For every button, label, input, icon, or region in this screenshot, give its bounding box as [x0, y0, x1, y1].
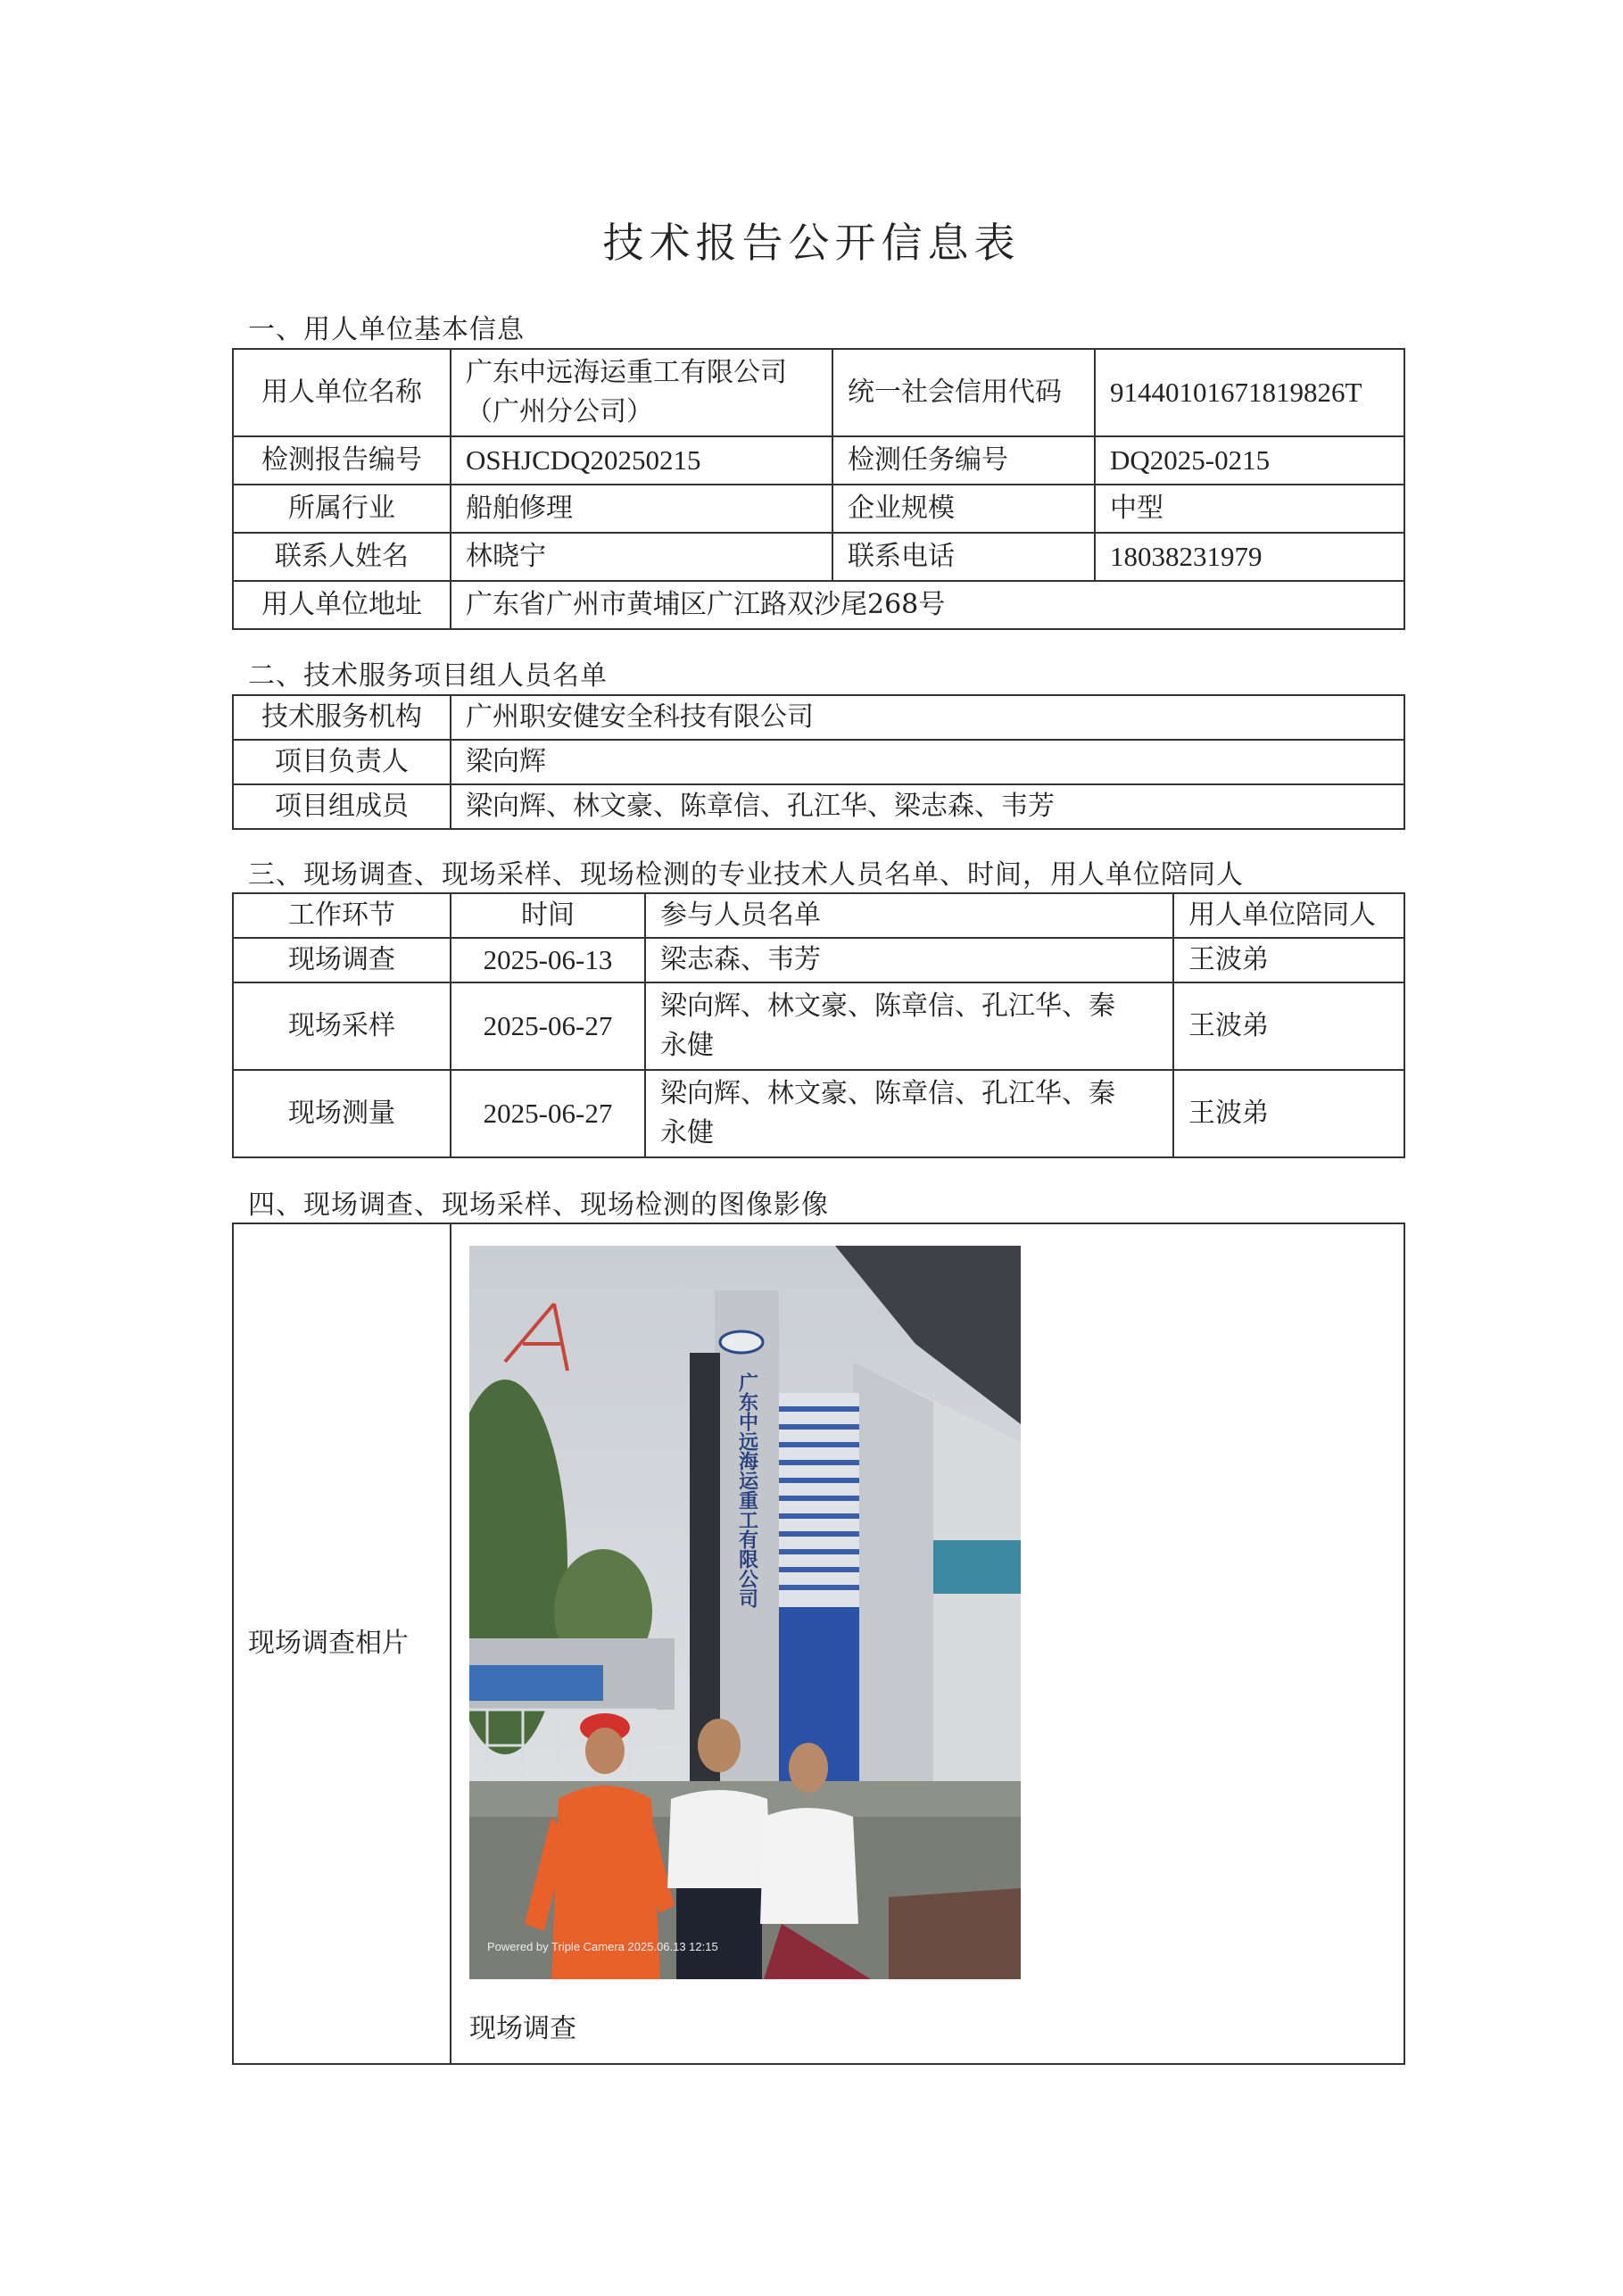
- company-size: 中型: [1095, 485, 1404, 533]
- participants-line1: 梁志森、韦芳: [660, 944, 821, 975]
- photo-cell: [451, 1223, 1404, 2064]
- table-row: [233, 533, 1404, 581]
- participants: [645, 938, 1173, 982]
- table-row: [233, 436, 1404, 485]
- cell-label: 用人单位名称: [233, 349, 451, 436]
- table-row: [233, 581, 1404, 629]
- section3-heading: 三、现场调查、现场采样、现场检测的专业技术人员名单、时间，用人单位陪同人: [248, 859, 1244, 891]
- industry: 船舶修理: [451, 485, 832, 533]
- table-row: [233, 982, 1404, 1070]
- photo-watermark: Powered by Triple Camera 2025.06.13 12:15: [487, 1940, 718, 1953]
- report-number: OSHJCDQ20250215: [451, 436, 832, 485]
- participants-line1: 梁向辉、林文豪、陈章信、孔江华、秦: [660, 991, 1115, 1022]
- table-row: [233, 784, 1404, 829]
- basic-info-table: [232, 348, 1405, 630]
- company-address: 广东省广州市黄埔区广江路双沙尾268号: [451, 581, 1404, 629]
- company-name-line2: （广州分公司）: [466, 396, 653, 427]
- cell-label: 检测任务编号: [832, 436, 1095, 485]
- cell-label: 统一社会信用代码: [832, 349, 1095, 436]
- participants: [645, 1070, 1173, 1157]
- section2-heading: 二、技术服务项目组人员名单: [248, 660, 608, 692]
- companion: 王波弟: [1173, 982, 1404, 1070]
- date: 2025-06-13: [451, 938, 645, 982]
- table-row: [233, 485, 1404, 533]
- section4-heading: 四、现场调查、现场采样、现场检测的图像影像: [248, 1189, 829, 1221]
- section1-heading: 一、用人单位基本信息: [248, 314, 525, 345]
- cell-label: 项目负责人: [233, 740, 451, 784]
- cell-label: 联系人姓名: [233, 533, 451, 581]
- column-header: 时间: [451, 893, 645, 938]
- participants-line2: 永健: [660, 1030, 714, 1061]
- photo-row-label: 现场调查相片: [233, 1223, 451, 2064]
- column-header: 参与人员名单: [645, 893, 1173, 938]
- table-header-row: [233, 893, 1404, 938]
- participants-line1: 梁向辉、林文豪、陈章信、孔江华、秦: [660, 1078, 1115, 1109]
- page-title: 技术报告公开信息表: [602, 219, 1021, 267]
- column-header: 工作环节: [233, 893, 451, 938]
- fieldwork-table: [232, 892, 1405, 1158]
- project-leader: 梁向辉: [451, 740, 1404, 784]
- date: 2025-06-27: [451, 982, 645, 1070]
- credit-code: 91440101671819826T: [1095, 349, 1404, 436]
- cell-label: 企业规模: [832, 485, 1095, 533]
- table-row: [233, 1223, 1404, 2064]
- companion: 王波弟: [1173, 1070, 1404, 1157]
- cell-label: 联系电话: [832, 533, 1095, 581]
- contact-name: 林晓宁: [451, 533, 832, 581]
- table-row: [233, 349, 1404, 436]
- images-table: [232, 1223, 1405, 2065]
- photo-caption: 现场调查: [469, 2013, 576, 2044]
- site-survey-photo: [469, 1246, 1021, 1979]
- table-row: [233, 938, 1404, 982]
- service-org: 广州职安健安全科技有限公司: [451, 695, 1404, 740]
- participants: [645, 982, 1173, 1070]
- cell-label: 用人单位地址: [233, 581, 451, 629]
- table-row: [233, 740, 1404, 784]
- cell-label: 技术服务机构: [233, 695, 451, 740]
- project-team-table: [232, 694, 1405, 830]
- cell-label: 项目组成员: [233, 784, 451, 829]
- project-members: 梁向辉、林文豪、陈章信、孔江华、梁志森、韦芳: [451, 784, 1404, 829]
- cell-value: [451, 349, 832, 436]
- tower-sign-text: 广东中远海运重工有限公司: [735, 1372, 758, 1608]
- contact-phone: 18038231979: [1095, 533, 1404, 581]
- table-row: [233, 1070, 1404, 1157]
- task-number: DQ2025-0215: [1095, 436, 1404, 485]
- participants-line2: 永健: [660, 1117, 714, 1148]
- stage: 现场调查: [233, 938, 451, 982]
- stage: 现场采样: [233, 982, 451, 1070]
- stage: 现场测量: [233, 1070, 451, 1157]
- cell-label: 所属行业: [233, 485, 451, 533]
- column-header: 用人单位陪同人: [1173, 893, 1404, 938]
- date: 2025-06-27: [451, 1070, 645, 1157]
- companion: 王波弟: [1173, 938, 1404, 982]
- table-row: [233, 695, 1404, 740]
- cell-label: 检测报告编号: [233, 436, 451, 485]
- company-name-line1: 广东中远海运重工有限公司: [466, 357, 787, 388]
